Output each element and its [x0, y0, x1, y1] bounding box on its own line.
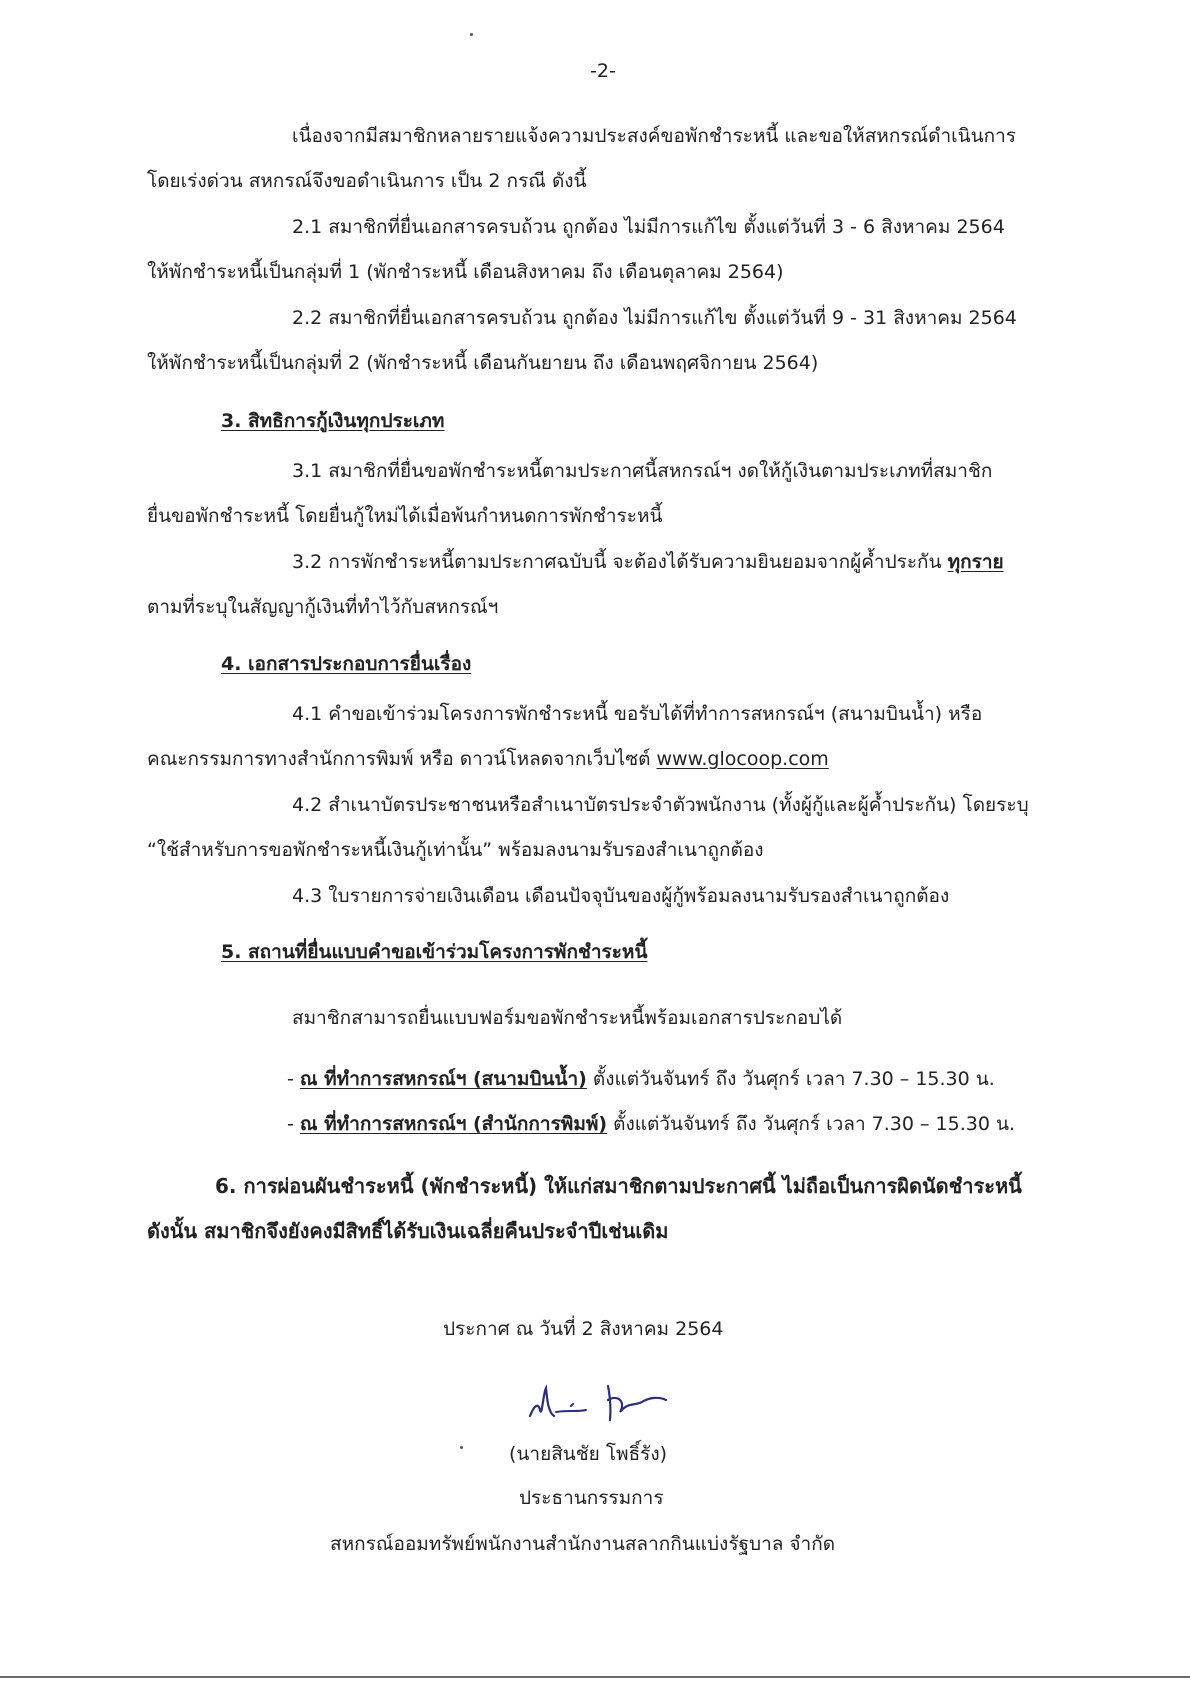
item-3-2-line-2: ตามที่ระบุในสัญญากู้เงินที่ทำไว้กับสหกรณ์ฯ [147, 596, 499, 618]
page-bottom-rule [0, 1676, 1190, 1678]
location-1-place: ณ ที่ทำการสหกรณ์ฯ (สนามบินน้ำ) [299, 1068, 587, 1090]
location-2-time: ตั้งแต่วันจันทร์ ถึง วันศุกร์ เวลา 7.30 – 15.30 น. [613, 1113, 1016, 1135]
item-2-1-line-2: ให้พักชำระหนี้เป็นกลุ่มที่ 1 (พักชำระหนี้ เดือนสิงหาคม ถึง เดือนตุลาคม 2564) [147, 261, 784, 283]
location-2-place: ณ ที่ทำการสหกรณ์ฯ (สำนักการพิมพ์) [299, 1113, 608, 1135]
announcement-date: ประกาศ ณ วันที่ 2 สิงหาคม 2564 [443, 1318, 724, 1340]
item-3-1-line-1: 3.1 สมาชิกที่ยื่นขอพักชำระหนี้ตามประกาศนี้สหกรณ์ฯ งดให้กู้เงินตามประเภทที่สมาชิก [292, 460, 993, 482]
section-5-intro: สมาชิกสามารถยื่นแบบฟอร์มขอพักชำระหนี้พร้อมเอกสารประกอบได้ [292, 1007, 843, 1029]
item-4-2-line-1: 4.2 สำเนาบัตรประชาชนหรือสำเนาบัตรประจำตัวพนักงาน (ทั้งผู้กู้และผู้ค้ำประกัน) โดยระบุ [292, 794, 1029, 816]
glocoop-website-link[interactable]: www.glocoop.com [656, 748, 829, 770]
section-3-heading: 3. สิทธิการกู้เงินทุกประเภท [221, 410, 445, 432]
section-6-line-2: ดังนั้น สมาชิกจึงยังคงมีสิทธิ์ได้รับเงินเฉลี่ยคืนประจำปีเช่นเดิม [147, 1219, 669, 1243]
item-4-1-line-2-row [147, 748, 829, 771]
item-4-2-line-2: “ใช้สำหรับการขอพักชำระหนี้เงินกู้เท่านั้น” พร้อมลงนามรับรองสำเนาถูกต้อง [147, 839, 764, 861]
signature-image [516, 1372, 716, 1432]
signer-name: (นายสินชัย โพธิ์รัง) [509, 1443, 668, 1465]
item-4-1-line-2: คณะกรรมการทางสำนักการพิมพ์ หรือ ดาวน์โหลดจากเว็บไซต์ [147, 748, 651, 770]
organization-name: สหกรณ์ออมทรัพย์พนักงานสำนักงานสลากกินแบ่งรัฐบาล จำกัด [330, 1533, 836, 1555]
section-4-heading: 4. เอกสารประกอบการยื่นเรื่อง [221, 653, 472, 675]
location-1-row [287, 1068, 995, 1091]
location-1-dash: - [287, 1068, 294, 1090]
intro-line-1: เนื่องจากมีสมาชิกหลายรายแจ้งความประสงค์ขอพักชำระหนี้ และขอให้สหกรณ์ดำเนินการ [292, 125, 1017, 147]
item-2-1-line-1: 2.1 สมาชิกที่ยื่นเอกสารครบถ้วน ถูกต้อง ไม่มีการแก้ไข ตั้งแต่วันที่ 3 - 6 สิงหาคม 2564 [292, 216, 1005, 238]
scan-speck [460, 1446, 463, 1449]
item-3-1-line-2: ยื่นขอพักชำระหนี้ โดยยื่นกู้ใหม่ได้เมื่อพ้นกำหนดการพักชำระหนี้ [147, 505, 663, 527]
item-2-2-line-2: ให้พักชำระหนี้เป็นกลุ่มที่ 2 (พักชำระหนี้ เดือนกันยายน ถึง เดือนพฤศจิกายน 2564) [147, 352, 819, 374]
scan-speck [470, 33, 473, 36]
signer-position: ประธานกรรมการ [519, 1487, 664, 1509]
intro-line-2: โดยเร่งด่วน สหกรณ์จึงขอดำเนินการ เป็น 2 กรณี ดังนี้ [147, 170, 587, 192]
item-4-1-line-1: 4.1 คำขอเข้าร่วมโครงการพักชำระหนี้ ขอรับได้ที่ทำการสหกรณ์ฯ (สนามบินน้ำ) หรือ [292, 703, 983, 725]
location-2-dash: - [287, 1113, 294, 1135]
page-number: -2- [590, 60, 616, 82]
item-3-2-emphasis: ทุกราย [947, 551, 1004, 573]
item-3-2-line-1-row [292, 551, 1004, 574]
item-2-2-line-1: 2.2 สมาชิกที่ยื่นเอกสารครบถ้วน ถูกต้อง ไม่มีการแก้ไข ตั้งแต่วันที่ 9 - 31 สิงหาคม 2564 [292, 307, 1017, 329]
location-2-row [287, 1113, 1015, 1136]
section-5-heading: 5. สถานที่ยื่นแบบคำขอเข้าร่วมโครงการพักชำระหนี้ [221, 941, 648, 963]
location-1-time: ตั้งแต่วันจันทร์ ถึง วันศุกร์ เวลา 7.30 – 15.30 น. [592, 1068, 995, 1090]
item-3-2-line-1: 3.2 การพักชำระหนี้ตามประกาศฉบับนี้ จะต้องได้รับความยินยอมจากผู้ค้ำประกัน [292, 551, 942, 573]
item-4-3: 4.3 ใบรายการจ่ายเงินเดือน เดือนปัจจุบันของผู้กู้พร้อมลงนามรับรองสำเนาถูกต้อง [292, 885, 950, 907]
section-6-line-1: 6. การผ่อนผันชำระหนี้ (พักชำระหนี้) ให้แก่สมาชิกตามประกาศนี้ ไม่ถือเป็นการผิดนัดชำระหนี้ [215, 1174, 1022, 1198]
